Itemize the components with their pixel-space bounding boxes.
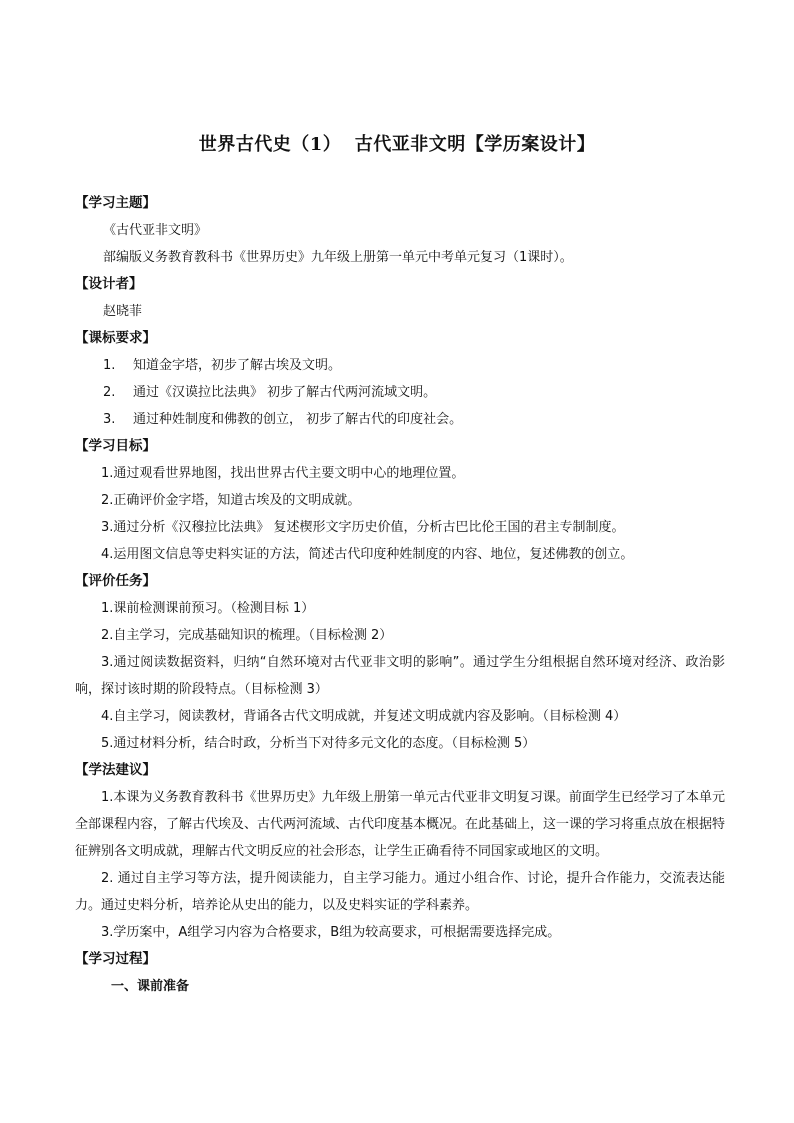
section-heading-topic: 【学习主题】 [75,195,156,211]
page-title: 世界古代史（1） 古代亚非文明【学历案设计】 [198,134,596,155]
goal-item: 2.正确评价金字塔，知道古埃及的文明成就。 [101,493,361,508]
goal-item: 3.通过分析《汉穆拉比法典》 复述楔形文字历史价值，分析古巴比伦王国的君主专制制度。 [101,520,625,535]
advice-paragraph: 1.本课为义务教育教科书《世界历史》九年级上册第一单元古代亚非文明复习课。前面学生已经学习了本单元全部课程内容，了解古代埃及、古代两河流域、古代印度基本概况。在此基础上，这一课的学习将重点放在根据特征辨别各文明成就，理解古代文明反应的社会形态，让学生正确看待不同国家或地区的文明。 [75,790,726,859]
section-heading-standards: 【课标要求】 [75,330,156,346]
standard-text: 通过《汉谟拉比法典》 初步了解古代两河流域文明。 [133,385,437,400]
topic-line: 部编版义务教育教科书《世界历史》九年级上册第一单元中考单元复习（1课时）。 [103,250,573,265]
standard-item [75,352,725,379]
standard-text: 通过种姓制度和佛教的创立， 初步了解古代的印度社会。 [133,412,463,427]
standard-number: 3. [103,412,116,427]
standard-number: 2. [103,385,116,400]
section-heading-designer: 【设计者】 [75,276,143,292]
standard-text: 知道金字塔，初步了解古埃及文明。 [133,358,342,373]
section-heading-tasks: 【评价任务】 [75,573,156,589]
task-item: 2.自主学习，完成基础知识的梳理。（目标检测 2） [101,628,393,643]
document-body [75,190,725,1000]
goal-item: 4.运用图文信息等史料实证的方法，简述古代印度种姓制度的内容、地位，复述佛教的创立。 [101,547,634,562]
task-item: 1.课前检测课前预习。（检测目标 1） [101,601,315,616]
goal-item: 1.通过观看世界地图，找出世界古代主要文明中心的地理位置。 [101,466,465,481]
task-item: 3.通过阅读数据资料，归纳“自然环境对古代亚非文明的影响”。通过学生分组根据自然环境对经济、政治影响，探讨该时期的阶段特点。（目标检测 3） [75,655,725,697]
task-item: 5.通过材料分析，结合时政，分析当下对待多元文化的态度。（目标检测 5） [101,736,536,751]
standard-item [75,406,725,433]
designer-name: 赵晓菲 [103,304,143,319]
standard-item [75,379,725,406]
section-heading-process: 【学习过程】 [75,951,156,967]
standard-number: 1. [103,358,116,373]
section-heading-advice: 【学法建议】 [75,762,156,778]
task-item: 4.自主学习，阅读教材，背诵各古代文明成就，并复述文明成就内容及影响。（目标检测 4） [101,709,627,724]
process-subheading: 一、课前准备 [111,979,190,994]
advice-paragraph: 2. 通过自主学习等方法，提升阅读能力，自主学习能力。通过小组合作、讨论，提升合作能力，交流表达能力。通过史料分析，培养论从史出的能力，以及史料实证的学科素养。 [75,871,725,913]
advice-paragraph: 3.学历案中，A组学习内容为合格要求，B组为较高要求，可根据需要选择完成。 [101,925,561,940]
section-heading-goals: 【学习目标】 [75,438,156,454]
topic-line: 《古代亚非文明》 [103,223,208,238]
